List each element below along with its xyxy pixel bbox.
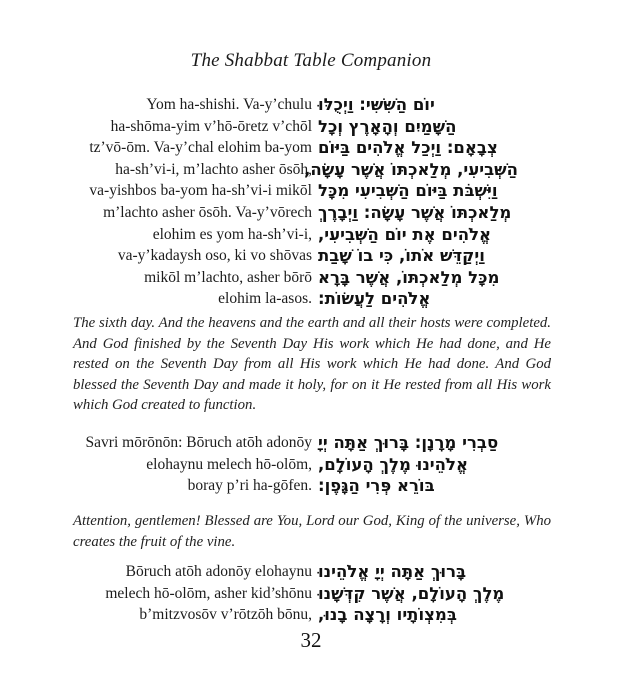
transliteration: melech hō-olōm, asher kid’shōnu [105, 584, 312, 602]
hebrew-text: מֶלֶךְ הָעוֹלָם, אֲשֶׁר קִדְּשָׁנוּ [318, 583, 505, 603]
hebrew-text: וַיִּשְׁבֹּת בַּיּוֹם הַשְּׁבִיעִי מִכָּל [318, 181, 498, 201]
sanctification-blessing [0, 561, 622, 626]
page-number: 32 [300, 628, 322, 652]
kiddush-translation: The sixth day. And the heavens and the earth and all their hosts were completed. And God finished by the Seventh Day His work which He had done, and He rested on the Seventh Day from all His work which He had done. And God blessed the Seventh Day and made it holy, for on it He rested from all His work which God created to function. [73, 315, 551, 413]
page-title: The Shabbat Table Companion [190, 50, 432, 71]
verse-line [0, 454, 622, 476]
verse-line [0, 267, 622, 289]
hebrew-text: מְלַאכְתּוֹ אֲשֶׁר עָשָׂה: וַיְבָרֶךְ [318, 202, 512, 222]
transliteration: elohim la-asos. [218, 290, 312, 308]
hebrew-text: סַבְרִי מָרָנָן: בָּרוּךְ אַתָּה יְיָ [318, 433, 499, 452]
verse-line [0, 583, 622, 605]
hebrew-text: מִכָּל מְלַאכְתּוֹ, אֲשֶׁר בָּרָא [318, 267, 500, 287]
transliteration: elohaynu melech hō-olōm, [146, 455, 312, 473]
transliteration: va-yishbos ba-yom ha-sh’vi-i mikōl [89, 182, 312, 200]
hebrew-text: אֱלֹהִים לַעֲשׂוֹת: [318, 289, 431, 309]
transliteration: Yom ha-shishi. Va-y’chulu [146, 96, 312, 113]
transliteration: va-y’kadaysh oso, ki vo shōvas [117, 247, 312, 265]
verse-line [0, 288, 622, 310]
transliteration: ha-shōma-yim v’hō-ōretz v’chōl [110, 117, 312, 135]
verse-line [0, 245, 622, 267]
transliteration: m’lachto asher ōsōh. Va-y’vōrech [103, 203, 312, 221]
transliteration: Bōruch atōh adonōy elohaynu [125, 563, 312, 580]
transliteration: mikōl m’lachto, asher bōrō [144, 268, 312, 286]
verse-line [0, 137, 622, 159]
verse-line [0, 475, 622, 497]
verse-line [0, 180, 622, 202]
hebrew-text: הַשְּׁבִיעִי, מְלַאכְתּוֹ אֲשֶׁר עָשָׂה, [304, 159, 518, 179]
transliteration: elohim es yom ha-sh’vi-i, [152, 225, 312, 243]
verse-line [0, 94, 622, 116]
transliteration: tz’vō-ōm. Va-y’chal elohim ba-yom [89, 139, 312, 157]
verse-line [0, 432, 622, 454]
hebrew-text: אֱלֹהִים אֶת יוֹם הַשְּׁבִיעִי, [318, 224, 492, 244]
transliteration: b’mitzvosōv v’rōtzōh bōnu, [139, 606, 312, 624]
verse-line [0, 116, 622, 138]
verse-line [0, 604, 622, 626]
hebrew-text: יוֹם הַשִּׁשִּׁי: וַיְכֻלּוּ [318, 95, 435, 114]
hebrew-text: בְּמִצְוֹתָיו וְרָצָה בָנוּ, [318, 605, 457, 625]
hebrew-text: בָּרוּךְ אַתָּה יְיָ אֱלֹהֵינוּ [318, 562, 467, 581]
transliteration: Savri mōrōnōn: Bōruch atōh adonōy [85, 434, 312, 451]
verse-line [0, 561, 622, 583]
hebrew-text: הַשָּׁמַיִם וְהָאָרֶץ וְכָל [318, 116, 457, 136]
verse-line [0, 159, 622, 181]
hebrew-text: וַיְקַדֵּשׁ אֹתוֹ, כִּי בוֹ שָׁבַת [318, 246, 485, 266]
verse-line [0, 202, 622, 224]
hebrew-text: בּוֹרֵא פְּרִי הַגָּפֶן: [318, 476, 435, 496]
hebrew-text: אֱלֹהֵינוּ מֶלֶךְ הָעוֹלָם, [318, 454, 468, 474]
kiddush-verses [0, 94, 622, 310]
transliteration: boray p’ri ha-gōfen. [187, 477, 312, 495]
wine-blessing [0, 432, 622, 497]
transliteration: ha-sh’vi-i, m’lachto asher ōsōh, [115, 160, 312, 178]
verse-line [0, 224, 622, 246]
hebrew-text: צְבָאָם: וַיְכַל אֱלֹהִים בַּיּוֹם [318, 138, 498, 158]
wine-translation: Attention, gentlemen! Blessed are You, Lord our God, King of the universe, Who creates the fruit of the vine. [73, 513, 551, 550]
